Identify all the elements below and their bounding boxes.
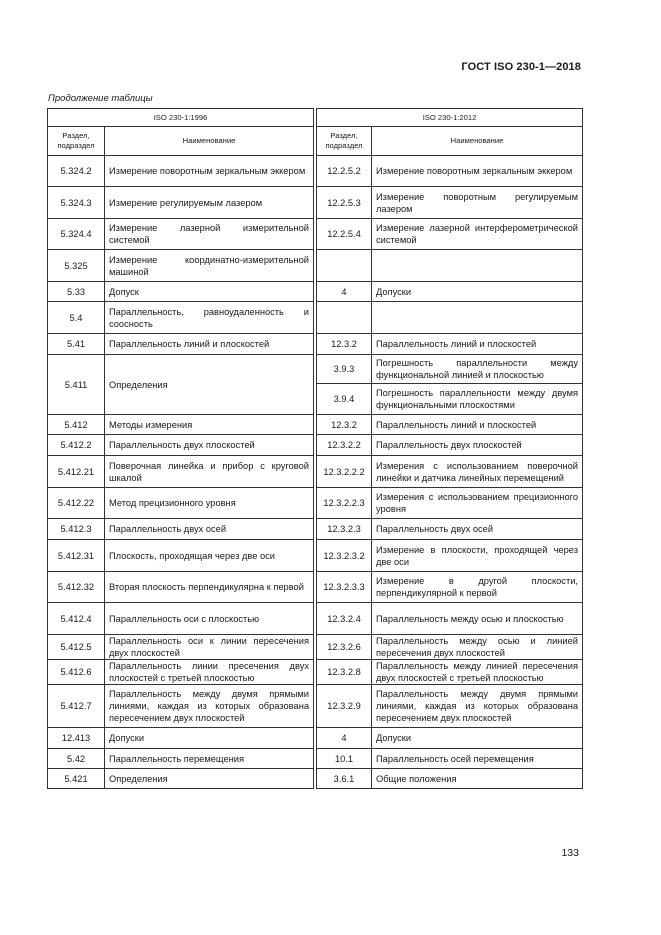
right-section-cell: 12.3.2.3.3 [317, 572, 372, 603]
table-row [48, 572, 583, 603]
left-name-cell: Измерение координатно-измерительной машиной [105, 250, 314, 282]
left-name-cell: Определения [105, 355, 314, 415]
right-name-cell: Параллельность линий и плоскостей [372, 415, 583, 435]
left-name-cell: Параллельность перемещения [105, 749, 314, 769]
right-name-cell: Измерение поворотным регулируемым лазером [372, 187, 583, 219]
left-name-cell: Определения [105, 769, 314, 789]
left-name-cell: Параллельность оси к линии пересечения двух плоскостей [105, 635, 314, 660]
left-section-cell: 5.412.21 [48, 456, 105, 488]
table-body [48, 156, 583, 789]
right-section-cell: 12.3.2.6 [317, 635, 372, 660]
left-section-cell: 5.412.32 [48, 572, 105, 603]
correspondence-table [47, 108, 582, 789]
left-section-cell: 5.412.5 [48, 635, 105, 660]
right-section-cell: 12.3.2 [317, 334, 372, 355]
left-section-cell: 5.4 [48, 302, 105, 334]
right-section-cell: 12.3.2.3.2 [317, 540, 372, 572]
right-name-cell: Измерение лазерной интерферометрической системой [372, 219, 583, 250]
table-row [48, 685, 583, 728]
left-name-cell: Методы измерения [105, 415, 314, 435]
left-section-cell: 5.412.7 [48, 685, 105, 728]
right-section-cell: 12.3.2.8 [317, 660, 372, 685]
right-name-cell: Параллельность двух осей [372, 519, 583, 540]
left-section-cell: 5.41 [48, 334, 105, 355]
left-section-cell: 12.413 [48, 728, 105, 749]
right-section-cell: 12.3.2.2.2 [317, 456, 372, 488]
right-name-cell: Допуски [372, 728, 583, 749]
right-name-cell: Измерение поворотным зеркальным эккером [372, 156, 583, 187]
left-name-cell: Плоскость, проходящая через две оси [105, 540, 314, 572]
left-name-cell: Параллельность линии пресечения двух плоскостей с третьей плоскостью [105, 660, 314, 685]
table-row [48, 302, 583, 334]
right-name-cell: Погрешность параллельности между двумя функциональными плоскостями [372, 384, 583, 415]
right-name-cell: Измерения с использованием поверочной линейки и датчика линейных перемещений [372, 456, 583, 488]
left-name-cell: Поверочная линейка и прибор с круговой шкалой [105, 456, 314, 488]
table-row [48, 519, 583, 540]
left-section-cell: 5.324.4 [48, 219, 105, 250]
right-name-cell [372, 250, 583, 282]
left-name-cell: Параллельность между двумя прямыми линиями, каждая из которых образована пересечением двух плоскостей [105, 685, 314, 728]
left-section-cell: 5.324.3 [48, 187, 105, 219]
table-row [48, 355, 583, 384]
right-section-cell: 4 [317, 282, 372, 302]
left-name-cell: Допуски [105, 728, 314, 749]
left-name-header: Наименование [105, 127, 314, 156]
left-name-cell: Параллельность линий и плоскостей [105, 334, 314, 355]
right-section-cell: 12.3.2.2.3 [317, 488, 372, 519]
left-section-cell: 5.412.2 [48, 435, 105, 456]
left-section-cell: 5.412.22 [48, 488, 105, 519]
right-section-cell: 12.2.5.2 [317, 156, 372, 187]
table-row [48, 334, 583, 355]
table-caption: Продолжение таблицы [48, 93, 153, 104]
right-section-cell: 12.3.2.3 [317, 519, 372, 540]
right-name-cell: Измерение в другой плоскости, перпендикулярной к первой [372, 572, 583, 603]
left-name-cell: Измерение регулируемым лазером [105, 187, 314, 219]
left-section-cell: 5.411 [48, 355, 105, 415]
left-section-cell: 5.412.4 [48, 603, 105, 635]
right-section-cell: 3.9.4 [317, 384, 372, 415]
right-name-cell [372, 302, 583, 334]
left-section-cell: 5.412 [48, 415, 105, 435]
left-section-cell: 5.412.3 [48, 519, 105, 540]
left-name-cell: Измерение лазерной измерительной системой [105, 219, 314, 250]
right-section-cell [317, 250, 372, 282]
right-name-cell: Параллельность между двумя прямыми линиями, каждая из которых образована пересечением двух плоскостей [372, 685, 583, 728]
left-name-cell: Допуск [105, 282, 314, 302]
left-name-cell: Параллельность двух осей [105, 519, 314, 540]
right-section-cell: 4 [317, 728, 372, 749]
table-row [48, 769, 583, 789]
left-section-cell: 5.412.31 [48, 540, 105, 572]
right-name-cell: Измерение в плоскости, проходящей через две оси [372, 540, 583, 572]
left-section-cell: 5.412.6 [48, 660, 105, 685]
right-section-cell: 10.1 [317, 749, 372, 769]
left-section-cell: 5.325 [48, 250, 105, 282]
table-row [48, 660, 583, 685]
right-section-header: Раздел, подраздел [317, 127, 372, 156]
table-row [48, 540, 583, 572]
table-row [48, 282, 583, 302]
right-name-cell: Измерения с использованием прецизионного уровня [372, 488, 583, 519]
right-section-cell: 12.3.2 [317, 415, 372, 435]
right-name-cell: Параллельность между линией пересечения двух плоскостей с третьей плоскостью [372, 660, 583, 685]
left-section-cell: 5.33 [48, 282, 105, 302]
right-name-cell: Параллельность двух плоскостей [372, 435, 583, 456]
right-section-cell: 12.2.5.3 [317, 187, 372, 219]
right-section-cell: 12.3.2.4 [317, 603, 372, 635]
table-row [48, 219, 583, 250]
left-name-cell: Метод прецизионного уровня [105, 488, 314, 519]
table-row [48, 456, 583, 488]
table-row [48, 603, 583, 635]
left-name-cell: Вторая плоскость перпендикулярна к первой [105, 572, 314, 603]
table-row [48, 187, 583, 219]
table-row [48, 635, 583, 660]
right-name-cell: Параллельность линий и плоскостей [372, 334, 583, 355]
table-row [48, 728, 583, 749]
right-name-cell: Параллельность между осью и плоскостью [372, 603, 583, 635]
table-row [48, 250, 583, 282]
right-section-cell: 3.6.1 [317, 769, 372, 789]
left-name-cell: Параллельность двух плоскостей [105, 435, 314, 456]
left-name-cell: Параллельность оси с плоскостью [105, 603, 314, 635]
left-section-cell: 5.324.2 [48, 156, 105, 187]
page-number: 133 [561, 847, 579, 859]
right-name-cell: Параллельность осей перемещения [372, 749, 583, 769]
table-row [48, 488, 583, 519]
right-section-cell: 12.3.2.2 [317, 435, 372, 456]
right-name-cell: Погрешность параллельности между функциональной линией и плоскостью [372, 355, 583, 384]
table-row [48, 435, 583, 456]
left-section-cell: 5.421 [48, 769, 105, 789]
left-section-cell: 5.42 [48, 749, 105, 769]
right-name-cell: Допуски [372, 282, 583, 302]
left-name-cell: Параллельность, равноудаленность и соосность [105, 302, 314, 334]
right-section-cell: 12.2.5.4 [317, 219, 372, 250]
right-name-cell: Общие положения [372, 769, 583, 789]
left-section-header: Раздел, подраздел [48, 127, 105, 156]
right-section-cell [317, 302, 372, 334]
table-row [48, 749, 583, 769]
right-section-cell: 12.3.2.9 [317, 685, 372, 728]
table-row [48, 156, 583, 187]
right-name-cell: Параллельность между осью и линией пересечения двух плоскостей [372, 635, 583, 660]
right-section-cell: 3.9.3 [317, 355, 372, 384]
left-standard-header: ISO 230-1:1996 [48, 109, 314, 127]
right-name-header: Наименование [372, 127, 583, 156]
table-row [48, 415, 583, 435]
document-code: ГОСТ ISO 230-1—2018 [461, 61, 581, 73]
right-standard-header: ISO 230-1:2012 [317, 109, 583, 127]
left-name-cell: Измерение поворотным зеркальным эккером [105, 156, 314, 187]
